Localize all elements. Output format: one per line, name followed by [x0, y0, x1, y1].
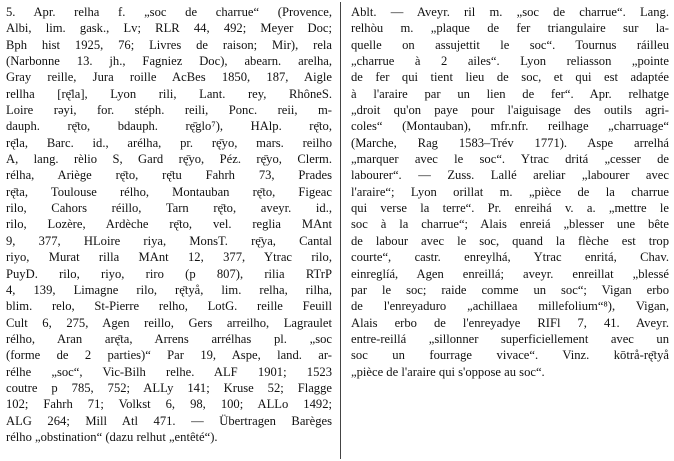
text-line: qui verse la terre“. Pr. enreihá v. a. „mettre le — [351, 201, 669, 216]
text-line: Bph hist 1925, 76; Livres de raison; Mir), rela — [6, 37, 332, 52]
text-line: l'araire“; Lyon orillat m. „pièce de la charrue — [351, 184, 669, 199]
text-line: rę̄la, Barc. id., arélha, pr. rę̄yo, mars. reilho — [6, 135, 332, 150]
text-line: 102; Fahrh 71; Volkst 6, 98, 100; ALLo 1492; — [6, 397, 332, 412]
text-line: entre-reillá „sillonner superficiellement avec un — [351, 331, 669, 346]
text-line: (Narbonne 13. jh., Fagniez Doc), abearn. arelha, — [6, 54, 332, 69]
text-line: riyo, Murat rilla MAnt 12, 377, Ytrac rilo, — [6, 250, 332, 265]
text-line: de labour avec le soc, quand la flèche est trop — [351, 233, 669, 248]
column-divider — [340, 2, 341, 459]
text-line: ALG 264; Mill Atl 471. — Übertragen Barèges — [6, 413, 332, 428]
text-line: courte“, castr. enreylhá, Ytrac enritá, Chav. — [351, 250, 669, 265]
text-line: par le soc; raide comme un soc“; Vigan erbo — [351, 282, 669, 297]
text-line: coles“ (Montauban), mfr.nfr. reilhage „charruage“ — [351, 119, 669, 134]
text-line: soc un fourrage vivace“. Vinz. kōtrå-rę̄tyå — [351, 348, 669, 363]
text-line: „pièce de l'araire qui s'oppose au soc“. — [351, 364, 545, 379]
text-line: rélho „obstination“ (dazu relhut „entêté“). — [6, 429, 218, 444]
text-line: rélho, Aran arę̄ta, Arrens arrélhas pl. „soc — [6, 331, 332, 346]
text-line: labourer“. — Zuss. Lallé areliar „labourer avec — [351, 168, 669, 183]
text-line: relhòu m. „plaque de fer triangulaire sur la- — [351, 21, 669, 36]
text-line: rellha [rę̄la], Lyon rili, Lant. rey, RhôneS. — [6, 86, 332, 101]
text-line: „charrue à 2 ailes“. Lyon reliasson „pointe — [351, 54, 669, 69]
text-line: dauph. rę̄to, bdauph. rę̄glo⁷), HAlp. rę̄to, — [6, 119, 332, 134]
text-line: 4, 139, Limagne rilo, rę̄tyå, lim. relha, rilha, — [6, 282, 332, 297]
left-column — [6, 4, 332, 445]
text-line: blim. relo, St-Pierre relho, LotG. reille Feuill — [6, 299, 332, 314]
text-line: coutre p 785, 752; ALLy 141; Kruse 52; Flagge — [6, 380, 332, 395]
text-line: Gray reille, Jura roille AcBes 1850, 187, Aigle — [6, 70, 332, 85]
text-line: PuyD. rilo, riyo, riro (p 807), rilia RTrP — [6, 266, 332, 281]
text-line: de fer qui tient lieu de soc, et qui est adaptée — [351, 70, 669, 85]
text-line: 9, 377, HLoire riya, MonsT. rę̄ya, Cantal — [6, 233, 332, 248]
text-line: rilo, Cahors réillo, Tarn rę̄to, aveyr. id., — [6, 201, 332, 216]
text-line: à l'araire par un lien de fer“. Apr. relhatge — [351, 86, 669, 101]
text-line: rilo, Lozère, Ardèche rę̄to, vel. reglia MAnt — [6, 217, 332, 232]
text-line: Albi, lim. gask., Lv; RLR 44, 492; Meyer Doc; — [6, 21, 332, 36]
text-line: einreglíá, Agen enreillá; aveyr. enreillat „blessé — [351, 266, 669, 281]
text-line: „droit qu'on paye pour l'aiguisage des outils agri- — [351, 103, 669, 118]
text-line: 5. Apr. relha f. „soc de charrue“ (Provence, — [6, 5, 332, 19]
text-line: „marquer avec le soc“. Ytrac dritá „cesser de — [351, 152, 669, 167]
text-line: Cult 6, 275, Agen reillo, Gers arreilho, Lagraulet — [6, 315, 332, 330]
text-line: (Marche, Rag 1583–Trév 1771). Aspe arrelhá — [351, 135, 669, 150]
text-line: Alais erbo de l'enreyadye RIFl 7, 41. Aveyr. — [351, 315, 669, 330]
text-line: rę̄ta, Toulouse rélho, Montauban rę̄to, Figeac — [6, 184, 332, 199]
text-line: rélhe „soc“, Vic-Bilh relhe. ALF 1901; 1523 — [6, 364, 332, 379]
text-line: Loire rəyi, for. stéph. reili, Ponc. reii, m- — [6, 103, 332, 118]
text-line: (forme de 2 parties)“ Par 19, Aspe, land. ar- — [6, 348, 332, 363]
text-line: de l'enreyaduro „achillaea millefolium“⁸), Vigan, — [351, 299, 669, 314]
text-line: A, lang. rèlio S, Gard rę̄yo, Péz. rę̄yo, Clerm. — [6, 152, 332, 167]
text-line: quelle on assujettit le soc“. Tournus ráilleu — [351, 37, 669, 52]
text-line: soc à la charrue“; Alais enreiá „blesser une bête — [351, 217, 669, 232]
text-line: rélha, Ariège rę̄to, rę̄tu Fahrh 73, Prades — [6, 168, 332, 183]
text-line: Ablt. — Aveyr. ril m. „soc de charrue“. Lang. — [351, 5, 669, 19]
right-column — [351, 4, 669, 380]
